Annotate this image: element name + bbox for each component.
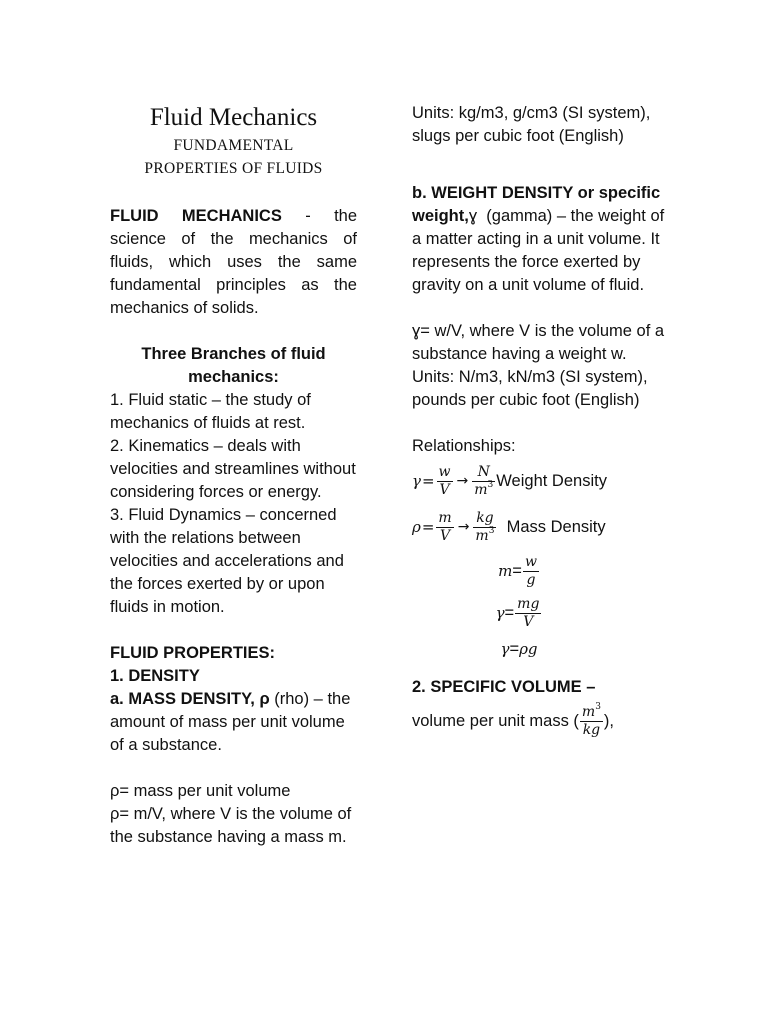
subtitle-line-2: PROPERTIES OF FLUIDS (144, 160, 323, 177)
specific-volume-heading: 2. SPECIFIC VOLUME – (412, 678, 596, 696)
intro-text: - the science of the mechanics of fluids, which uses the same fundamental principles as the mechanics of solids. (110, 207, 358, 317)
mass-density-term: a. MASS DENSITY, ρ (110, 690, 270, 708)
density-heading: 1. DENSITY (110, 667, 200, 685)
branches-heading: Three Branches of fluid mechanics: (141, 345, 326, 386)
mass-density-label: Mass Density (506, 517, 606, 536)
branch-item-1: 1. Fluid static – the study of mechanics of fluids at rest. (110, 391, 311, 432)
weight-density-paragraph (412, 182, 672, 297)
weight-density-text: (gamma) – the weight of a matter acting in a unit volume. It represents the force exerted by gravity on a unit volume of fluid. (412, 207, 665, 294)
subtitle-line-1: FUNDAMENTAL (173, 137, 294, 154)
mass-density-units: Units: kg/m3, g/cm3 (SI system), slugs per cubic foot (English) (412, 104, 651, 145)
left-column (110, 102, 357, 849)
intro-term: FLUID MECHANICS (110, 207, 282, 225)
weight-density-label: Weight Density (496, 471, 607, 490)
branch-item-2: 2. Kinematics – deals with velocities and streamlines without considering forces or energy. (110, 437, 356, 501)
equation-gamma-rho-g: γ = ρg (500, 639, 538, 658)
branch-item-3-continued: the forces exerted by or upon fluids in motion. (110, 575, 325, 616)
weight-density-term: b. WEIGHT DENSITY or specific weight, (412, 184, 661, 225)
mass-density-text: (rho) – the amount of mass per unit volume of a substance. (110, 690, 351, 754)
weight-density-units: Units: N/m3, kN/m3 (SI system), pounds per cubic foot (English) (412, 368, 648, 409)
equation-gamma-mg-over-v: γ = $\frac{mg}{V}$ (495, 595, 540, 630)
intro-paragraph (110, 205, 357, 320)
specific-volume-definition: volume per unit mass ( $\frac{m^3}{kg}$ ), (412, 701, 615, 738)
fluid-properties-heading: FLUID PROPERTIES: (110, 644, 276, 662)
branch-item-3: 3. Fluid Dynamics – concerned with the relations between velocities and accelerations and (110, 506, 344, 570)
document-title: Fluid Mechanics (149, 104, 318, 131)
gamma-definition: ɣ= w/V, where V is the volume of a substance having a weight w. (412, 322, 665, 363)
mass-density-paragraph (110, 688, 357, 757)
equation-mass-density: ρ = $\frac{m}{V}$ → $\frac{kg}{m^3}$ Mass Density (412, 509, 606, 544)
equation-weight-density: γ = $\frac{w}{V}$ → $\frac{N}{m^3}$ Weight Density (412, 463, 607, 498)
gamma-symbol: ɣ (468, 207, 478, 225)
right-column (412, 102, 672, 743)
rho-definition-1: ρ= mass per unit volume (110, 782, 291, 800)
relationships-label: Relationships: (412, 437, 516, 455)
rho-definition-2: ρ= m/V, where V is the volume of the substance having a mass m. (110, 805, 352, 846)
equation-mass-from-weight: m = $\frac{w}{g}$ (498, 553, 537, 588)
